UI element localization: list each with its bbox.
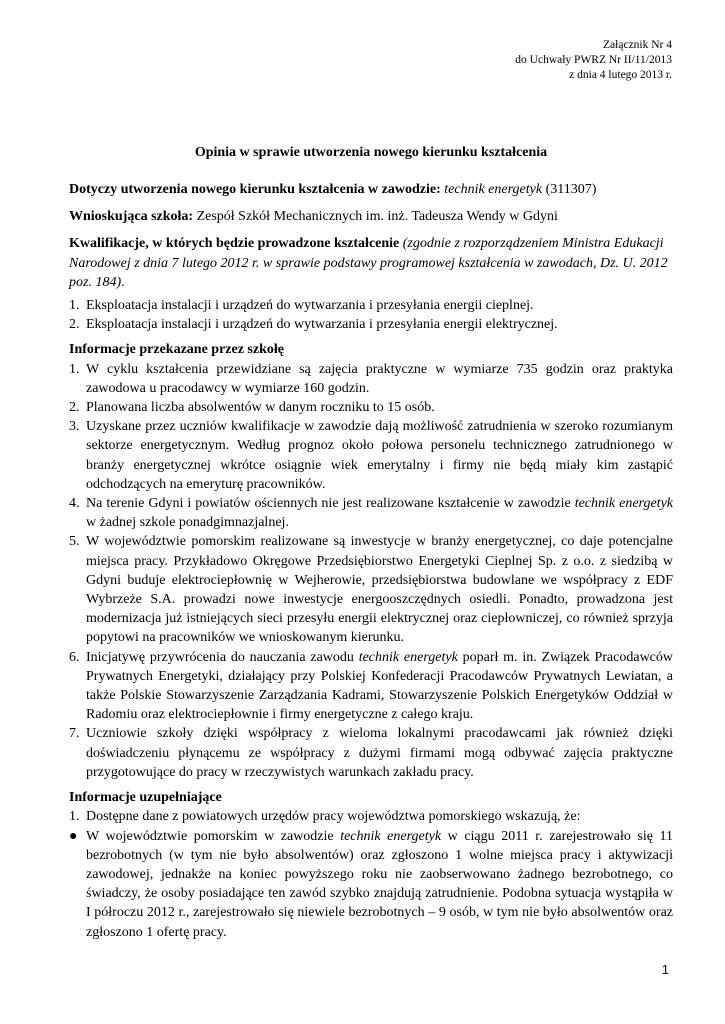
list-item-number: 3.: [69, 419, 80, 435]
bullet-item: [69, 827, 673, 942]
field-profession-value: technik energetyk: [444, 182, 543, 197]
list-item-text: Uczniowie szkoły dzięki współpracy z wieloma lokalnymi pracodawcami jak również dzięki doświadczeniu płynącemu ze współpracy z dużymi firmami mogą odbywać zajęcia praktyczne przygotowujące do pracy w rzeczywistych warunkach zakładu pracy.: [86, 726, 673, 780]
list-item-text: Eksploatacja instalacji i urządzeń do wytwarzania i przesyłania energii cieplnej.: [86, 298, 534, 314]
field-profession-code: (311307): [542, 182, 597, 197]
field-qualifications-label: Kwalifikacje, w których będzie prowadzone kształcenie: [69, 236, 400, 252]
list-item: [69, 398, 673, 417]
list-item: [69, 648, 673, 725]
list-item-text: Dostępne dane z powiatowych urzędów pracy województwa pomorskiego wskazują, że:: [86, 809, 581, 825]
page-number: 1: [661, 962, 669, 977]
list-item-text-pre: Na terenie Gdyni i powiatów ościennych nie jest realizowane kształcenie w zawodzie: [86, 496, 575, 512]
list-item-number: 2.: [69, 400, 80, 416]
annex-line-1: Załącznik Nr 4: [603, 39, 672, 51]
list-item-text-post: w żadnej szkole ponadgimnazjalnej.: [86, 515, 289, 531]
list-item: [69, 724, 673, 782]
list-item: [69, 417, 673, 494]
qualifications-list: [69, 296, 673, 334]
document-body: [69, 180, 673, 942]
list-item-text-pre: Inicjatywę przywrócenia do nauczania zawodu: [86, 649, 359, 665]
field-school-value: Zespół Szkół Mechanicznych im. inż. Tadeusza Wendy w Gdyni: [193, 209, 558, 225]
list-item-text: Uzyskane przez uczniów kwalifikacje w zawodzie dają możliwość zatrudnienia w szeroko rozumianym sektorze energetycznym. Według prognoz około połowa personelu technicznego zatrudnionego w branży energetycznej wkrótce osiągnie wiek emerytalny i firmy nie będą miały kim zastąpić odchodzących na emeryturę pracowników.: [86, 419, 673, 492]
list-item-text: Eksploatacja instalacji i urządzeń do wytwarzania i przesyłania energii elektrycznej.: [86, 317, 558, 333]
list-item: [69, 532, 673, 647]
field-qualifications: [69, 234, 673, 292]
field-qualifications-note: (zgodnie z rozporządzeniem Ministra Edukacji Narodowej z dnia 7 lutego 2012 r. w sprawie podstawy programowej kształcenia w zawodach, Dz. U. 2012 poz. 184): [69, 236, 668, 290]
bullet-icon: ●: [69, 828, 78, 844]
list-item-number: 1.: [69, 361, 80, 377]
field-school: [69, 207, 673, 226]
list-item-number: 1.: [69, 809, 80, 825]
document-title: Opinia w sprawie utworzenia nowego kierunku kształcenia: [194, 145, 548, 160]
list-item-number: 4.: [69, 496, 80, 512]
field-profession-label: Dotyczy utworzenia nowego kierunku kształcenia w zawodzie:: [69, 182, 441, 197]
field-school-label: Wnioskująca szkoła:: [69, 209, 194, 225]
list-item-text: W cyklu kształcenia przewidziane są zajęcia praktyczne w wymiarze 735 godzin oraz praktyka zawodowa u pracodawcy w wymiarze 160 godzin.: [86, 361, 673, 396]
additional-info-bullets: [69, 827, 673, 942]
section-heading-additional-info: Informacje uzupełniające: [69, 790, 222, 806]
bullet-text-italic: technik energetyk: [340, 828, 442, 844]
list-item: [69, 296, 673, 315]
list-item-text: W województwie pomorskim realizowane są inwestycje w branży energetycznej, co daje potencjalne miejsca pracy. Przykładowo Okręgowe Przedsiębiorstwo Energetyki Cieplnej Sp. z o.o. z siedzibą w Gdyni buduje elektrociepłownię w Wejherowie, przedsiębiorstwa budowlane we współpracy z EDF Wybrzeże S.A. prowadzi nowe inwestycje energooszczędnych osiedli. Ponadto, prowadzona jest modernizacja już istniejących sieci przesyłu energii elektrycznej oraz ciepłowniczej, co również sprzyja popytowi na pracowników we wnioskowanym kierunku.: [86, 534, 673, 646]
list-item-text: Planowana liczba absolwentów w danym roczniku to 15 osób.: [86, 400, 435, 416]
list-item-text-italic: technik energetyk: [574, 496, 674, 512]
list-item-number: 6.: [69, 649, 80, 665]
list-item-number: 7.: [69, 726, 80, 742]
field-profession: [69, 180, 673, 199]
field-qualifications-note-end: .: [121, 274, 125, 290]
list-item-text-italic: technik energetyk: [358, 649, 458, 665]
annex-header: [372, 38, 672, 83]
list-item: [69, 807, 673, 826]
list-item-number: 1.: [69, 298, 80, 314]
annex-line-3: z dnia 4 lutego 2013 r.: [569, 69, 672, 81]
list-item-number: 2.: [69, 317, 80, 333]
list-item: [69, 360, 673, 398]
bullet-text-pre: W województwie pomorskim w zawodzie: [86, 828, 341, 844]
section-heading-school-info: Informacje przekazane przez szkołę: [69, 342, 284, 358]
list-item-text-post: poparł m. in. Związek Pracodawców Prywatnych Energetyki, działający przy Polskiej Konfederacji Pracodawców Prywatnych Lewiatan, a także Polskie Stowarzyszenie Zarządzania Kadrami, Stowarzyszenie Polskich Energetyków Oddział w Radomiu oraz elektrociepłownie i firmy energetyczne z całego kraju.: [86, 649, 674, 723]
list-item: [69, 315, 673, 334]
list-item: [69, 494, 673, 532]
additional-info-list: [69, 807, 673, 826]
bullet-text-post: w ciągu 2011 r. zarejestrowało się 11 bezrobotnych (w tym nie było absolwentów) oraz zgłoszono 1 wolne miejsca pracy i aktywizacji zawodowej, jednakże na koniec powyższego roku nie zaobserwowano żadnego bezrobotnego, co świadczy, że osoby posiadające ten zawód szybko znajdują zatrudnienie. Podobna sytuacja wystąpiła w I półroczu 2012 r., zarejestrowało się niewiele bezrobotnych – 9 osób, w tym nie było absolwentów oraz zgłoszono 1 ofertę pracy.: [86, 828, 674, 940]
school-info-list: [69, 360, 673, 782]
annex-line-2: do Uchwały PWRZ Nr II/11/2013: [515, 54, 672, 66]
list-item-number: 5.: [69, 534, 80, 550]
